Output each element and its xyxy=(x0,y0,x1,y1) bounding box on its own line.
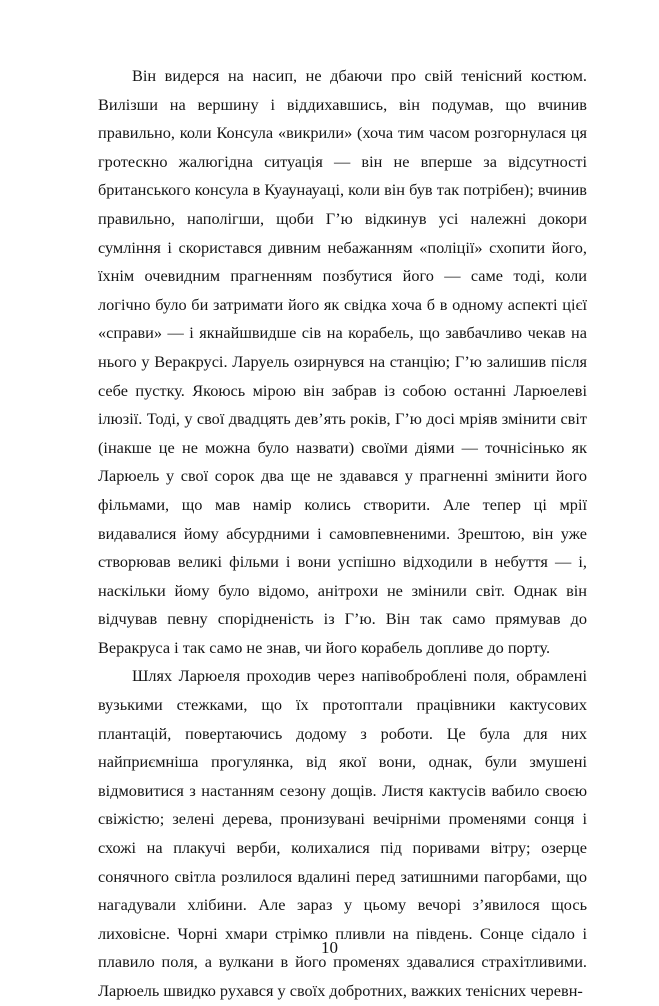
paragraph-2: Шлях Ларюеля проходив через напівоброблені поля, обрамлені вузькими стежками, що їх протоптали працівники кактусових плантацій, повертаючись додому з роботи. Це була для них найприємніша прогулянка, від якої вони, однак, були змушені відмовитися з настанням сезону дощів. Листя кактусів вабило своєю свіжістю; зелені дерева, пронизувані вечірніми променями сонця і схожі на плакучі верби, колихалися під поривами вітру; озерце сонячного світла розлилося вдалині перед затишними пагорбами, що нагадували хлібини. Але зараз у цьому вечорі з’явилося щось лиховісне. Чорні хмари стрімко пливли на південь. Сонце сідало і плавило поля, а вулкани в його променях здавалися страхітливими. Ларюель швидко рухався у своїх добротних, важких тенісних черевн- xyxy=(98,666,587,1000)
page-number: 10 xyxy=(321,938,338,957)
page-body xyxy=(98,62,587,1006)
paragraph-1: Він видерся на насип, не дбаючи про свій тенісний костюм. Вилізши на вершину і віддихавшись, він подумав, що вчинив правильно, коли Консула «викрили» (хоча тим часом розгорнулася ця гротескно жалюгідна ситуація — він не вперше за відсутності британського консула в Куаунауаці, коли він був так потрібен); вчинив правильно, наполігши, щоби Г’ю відкинув усі належні докори сумління і скористався дивним небажанням «поліції» схопити його, їхнім очевидним прагненням позбутися його — саме тоді, коли логічно було би затримати його як свідка хоча б в одному аспекті цієї «справи» — і якнайшвидше сів на корабель, що завбачливо чекав на нього у Веракрусі. Ларуель озирнувся на станцію; Г’ю залишив після себе пустку. Якоюсь мірою він забрав із собою останні Ларюелеві ілюзії. Тоді, у свої двадцять дев’ять років, Г’ю досі мріяв змінити світ (інакше це не можна було назвати) своїми діями — точнісінько як Ларюель у свої сорок два ще не здавався у прагненні змінити його фільмами, що мав намір колись створити. Але тепер ці мрії видавалися йому абсурдними і самовпевненими. Зрештою, він уже створював великі фільми і вони успішно відходили в небуття — і, наскільки йому було відомо, анітрохи не змінили світ. Однак він відчував певну спорідненість із Г’ю. Він так само прямував до Веракруса і так само не знав, чи його корабель допливе до порту. xyxy=(98,66,587,657)
